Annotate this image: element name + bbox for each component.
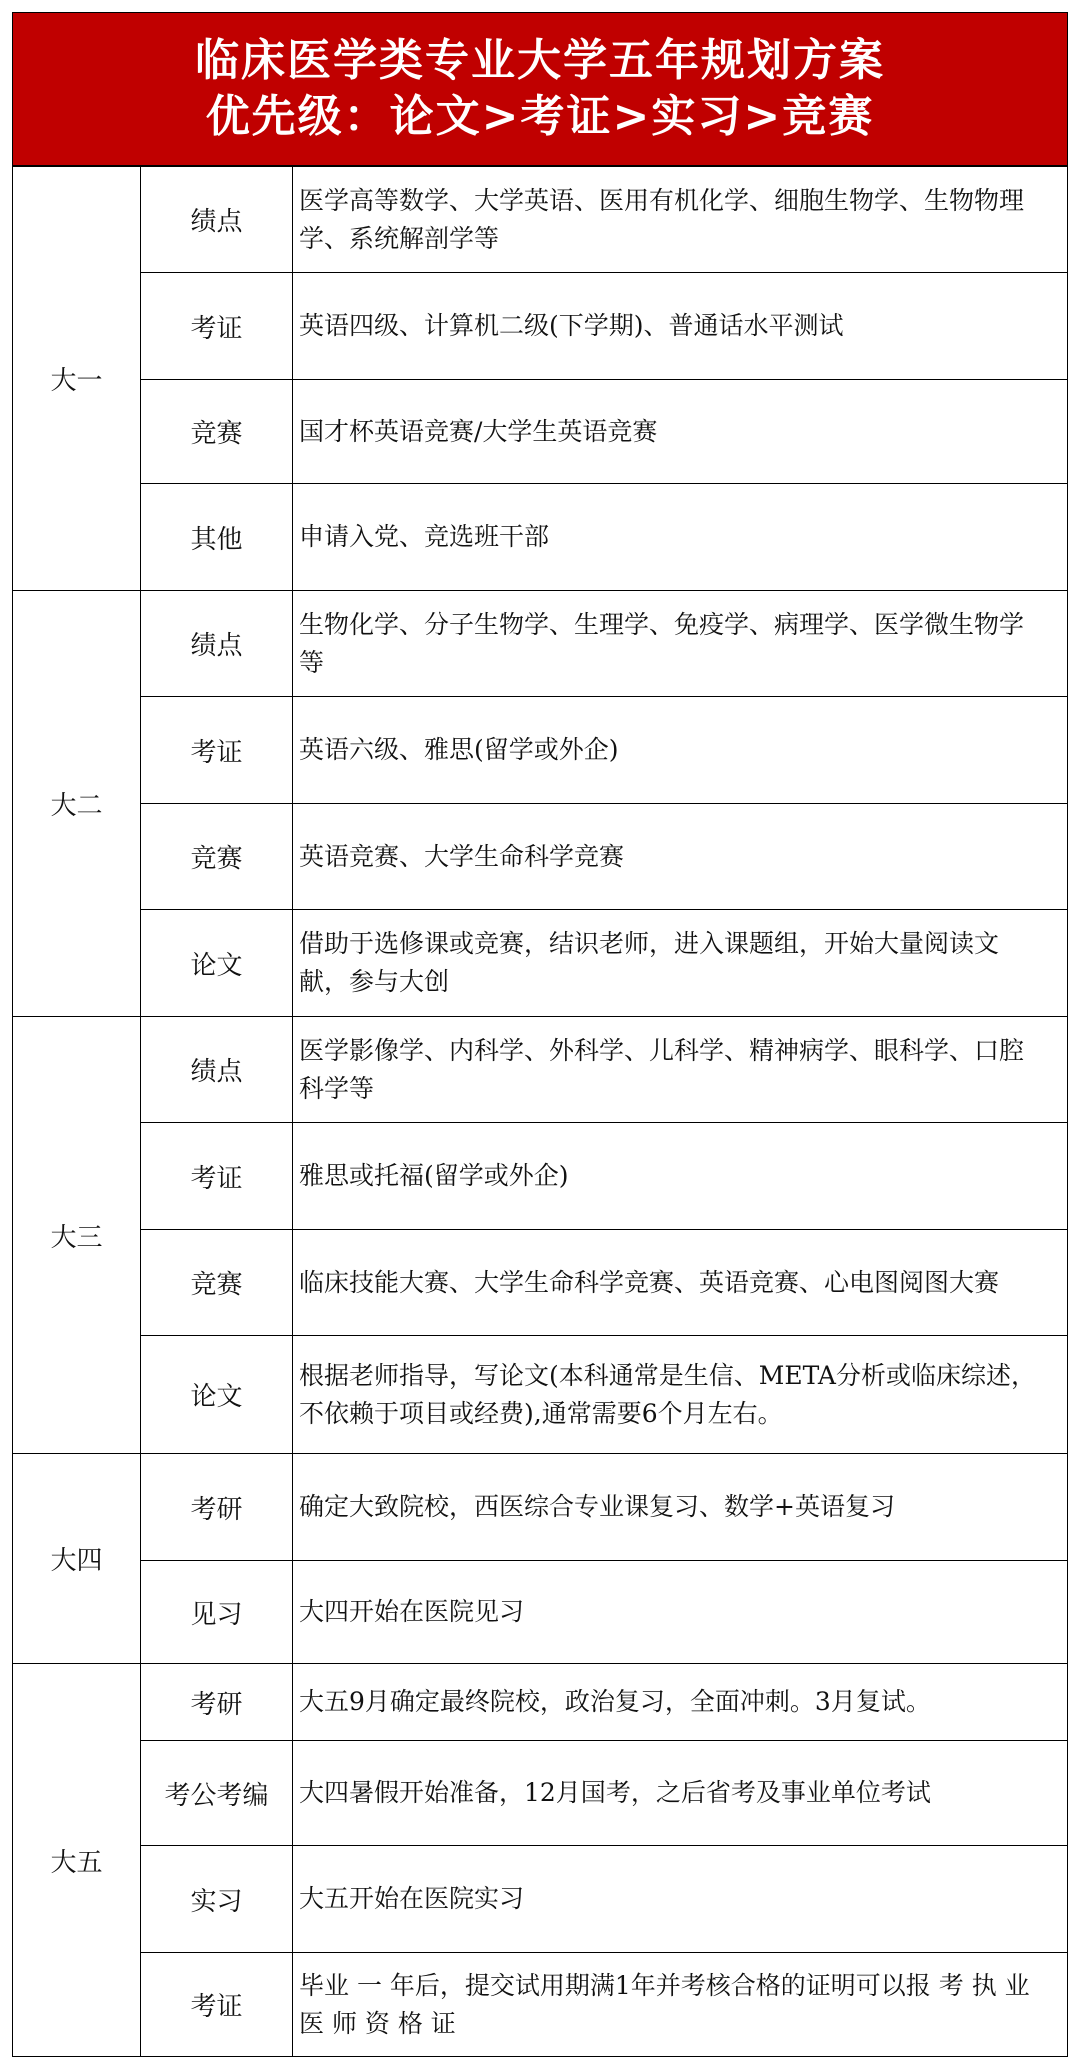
table-row [13,910,1068,1017]
table-row [13,1741,1068,1846]
table-row [13,591,1068,697]
table-row [13,380,1068,484]
category-label: 实习 [141,1846,293,1953]
plan-content: 医学高等数学、大学英语、医用有机化学、细胞生物学、生物物理学、系统解剖学等 [293,167,1068,273]
category-label: 考证 [141,1123,293,1230]
page-title: 临床医学类专业大学五年规划方案 [195,35,885,86]
plan-content: 大四暑假开始准备，12月国考，之后省考及事业单位考试 [293,1741,1068,1846]
year-label: 大四 [13,1454,141,1664]
category-label: 绩点 [141,167,293,273]
table-row [13,804,1068,910]
table-row [13,1953,1068,2057]
plan-sheet [12,12,1068,2054]
category-label: 考公考编 [141,1741,293,1846]
table-row [13,484,1068,591]
plan-content: 雅思或托福(留学或外企) [293,1123,1068,1230]
year-label: 大三 [13,1017,141,1454]
table-row [13,1454,1068,1561]
plan-content: 申请入党、竞选班干部 [293,484,1068,591]
category-label: 论文 [141,910,293,1017]
category-label: 考证 [141,273,293,380]
year-label: 大一 [13,167,141,591]
plan-content: 英语竞赛、大学生命科学竞赛 [293,804,1068,910]
plan-content: 国才杯英语竞赛/大学生英语竞赛 [293,380,1068,484]
category-label: 绩点 [141,591,293,697]
plan-content: 大五9月确定最终院校，政治复习，全面冲刺。3月复试。 [293,1664,1068,1741]
category-label: 考证 [141,1953,293,2057]
table-row [13,697,1068,804]
category-label: 竞赛 [141,380,293,484]
plan-content: 临床技能大赛、大学生命科学竞赛、英语竞赛、心电图阅图大赛 [293,1230,1068,1336]
category-label: 竞赛 [141,1230,293,1336]
table-row [13,1664,1068,1741]
header-banner [12,12,1068,166]
category-label: 考证 [141,697,293,804]
plan-content: 确定大致院校，西医综合专业课复习、数学+英语复习 [293,1454,1068,1561]
plan-content: 根据老师指导，写论文(本科通常是生信、META分析或临床综述，不依赖于项目或经费),通常需要6个月左右。 [293,1336,1068,1454]
plan-content: 大四开始在医院见习 [293,1561,1068,1664]
table-row [13,1123,1068,1230]
table-row [13,1561,1068,1664]
plan-content: 英语四级、计算机二级(下学期)、普通话水平测试 [293,273,1068,380]
plan-content: 医学影像学、内科学、外科学、儿科学、精神病学、眼科学、口腔科学等 [293,1017,1068,1123]
category-label: 其他 [141,484,293,591]
table-row [13,1336,1068,1454]
plan-content: 生物化学、分子生物学、生理学、免疫学、病理学、医学微生物学等 [293,591,1068,697]
plan-content: 英语六级、雅思(留学或外企) [293,697,1068,804]
priority-subtitle: 优先级：论文>考证>实习>竞赛 [205,91,875,142]
category-label: 论文 [141,1336,293,1454]
category-label: 考研 [141,1454,293,1561]
year-label: 大二 [13,591,141,1017]
category-label: 见习 [141,1561,293,1664]
category-label: 考研 [141,1664,293,1741]
table-row [13,1846,1068,1953]
plan-content: 大五开始在医院实习 [293,1846,1068,1953]
plan-table [12,166,1068,2057]
plan-content: 借助于选修课或竞赛，结识老师，进入课题组，开始大量阅读文献，参与大创 [293,910,1068,1017]
category-label: 绩点 [141,1017,293,1123]
table-row [13,167,1068,273]
table-row [13,1230,1068,1336]
table-row [13,273,1068,380]
table-row [13,1017,1068,1123]
year-label: 大五 [13,1664,141,2057]
plan-content: 毕业 一 年后，提交试用期满1年并考核合格的证明可以报 考 执 业 医 师 资 格 证 [293,1953,1068,2057]
category-label: 竞赛 [141,804,293,910]
